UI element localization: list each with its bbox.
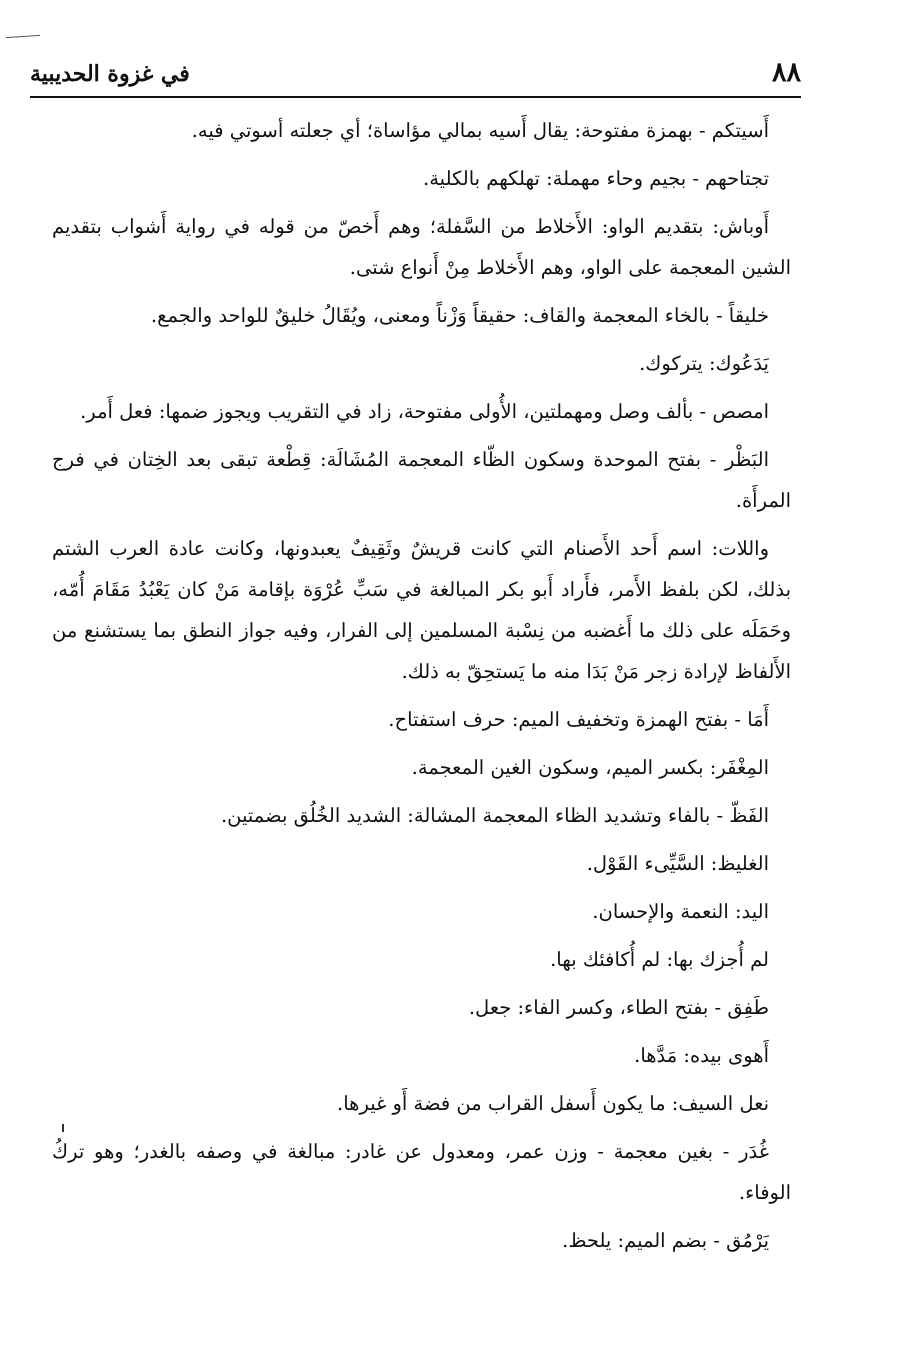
glossary-entry-umsus: امصص - بألف وصل ومهملتين، الأُولى مفتوحة، زاد في التقريب ويجوز ضمها: فعل أَمر.: [80, 400, 769, 423]
glossary-entry-ghudar: غُدَر - بغين معجمة - وزن عمر، ومعدول عن غادر: مبالغة في وصفه بالغدر؛ وهو تركُ الوفاء.: [52, 1140, 791, 1204]
glossary-entry-alfazz: الفَظّ - بالفاء وتشديد الظاء المعجمة المشالة: الشديد الخُلُق بضمتين.: [220, 804, 769, 827]
glossary-entry-asaytukum: أَسيتكم - بهمزة مفتوحة: يقال أَسيه بمالي مؤاساة؛ أي جعلته أسوتي فيه.: [191, 119, 769, 142]
glossary-entry-allat: واللات: اسم أَحد الأَصنام التي كانت قريشٌ وثَقِيفٌ يعبدونها، وكانت عادة العرب الشتم بذلك، لكن بلفظ الأَمر، فأَراد أَبو بكر المبالغة في سَبِّ عُرْوَة بإقامة مَنْ كان يَعْبُدُ مَقَامَ أُمّه، وحَمَلَه على ذلك ما أَغضبه من نِسْبة المسلمين إلى الفرار، وفيه جواز النطق بما يستشنع من الأَلفاظ لإرادة زجر مَنْ بَدَا منه ما يَستحِقّ به ذلك.: [52, 537, 791, 683]
glossary-entry-yadauk: يَدَعُوك: يتركوك.: [639, 352, 769, 375]
glossary-entry-ama: أَمَا - بفتح الهمزة وتخفيف الميم: حرف استفتاح.: [388, 708, 769, 731]
scan-stray-mark: [62, 1124, 64, 1132]
glossary-entry-awbash: أَوباش: بتقديم الواو: الأَخلاط من السَّفلة؛ وهم أَخصّ من قوله في رواية أَشواب بتقديم الشين المعجمة على الواو، وهم الأَخلاط مِنْ أَنواع شتى.: [52, 215, 791, 279]
page-number: ٨٨: [771, 57, 801, 88]
page-header: [30, 52, 801, 98]
glossary-entry-yarmuq: يَرْمُق - بضم الميم: يلحظ.: [562, 1229, 769, 1252]
glossary-entry-alghaliz: الغليظ: السَّيِّىء القَوْل.: [586, 852, 769, 875]
running-title: في غزوة الحديبية: [30, 61, 190, 87]
glossary-entry-tajtahuhum: تجتاحهم - بجيم وحاء مهملة: تهلكهم بالكلية.: [423, 167, 769, 190]
glossary-entry-alyad: اليد: النعمة والإحسان.: [592, 900, 769, 923]
glossary-entry-ahwa: أَهوى بيده: مَدَّها.: [634, 1044, 769, 1067]
glossary-body: [52, 110, 791, 1268]
glossary-entry-albazr: البَظْر - بفتح الموحدة وسكون الظّاء المعجمة المُشَالَة: قِطْعة تبقى بعد الخِتان في فرج المرأَة.: [52, 448, 791, 512]
scan-corner-mark: [6, 35, 40, 38]
glossary-entry-khaliqan: خليقاً - بالخاء المعجمة والقاف: حقيقاً وَزْناً ومعنى، ويُقَالُ خليقٌ للواحد والجمع.: [150, 304, 769, 327]
glossary-entry-nal-assayf: نعل السيف: ما يكون أَسفل القراب من فضة أَو غيرها.: [337, 1092, 769, 1115]
glossary-entry-lam-ajzik: لم أُجزك بها: لم أُكافئك بها.: [550, 948, 769, 971]
glossary-entry-tafiq: طَفِق - بفتح الطاء، وكسر الفاء: جعل.: [468, 996, 769, 1019]
glossary-entry-almighfar: المِغْفَر: بكسر الميم، وسكون الغين المعجمة.: [411, 756, 769, 779]
